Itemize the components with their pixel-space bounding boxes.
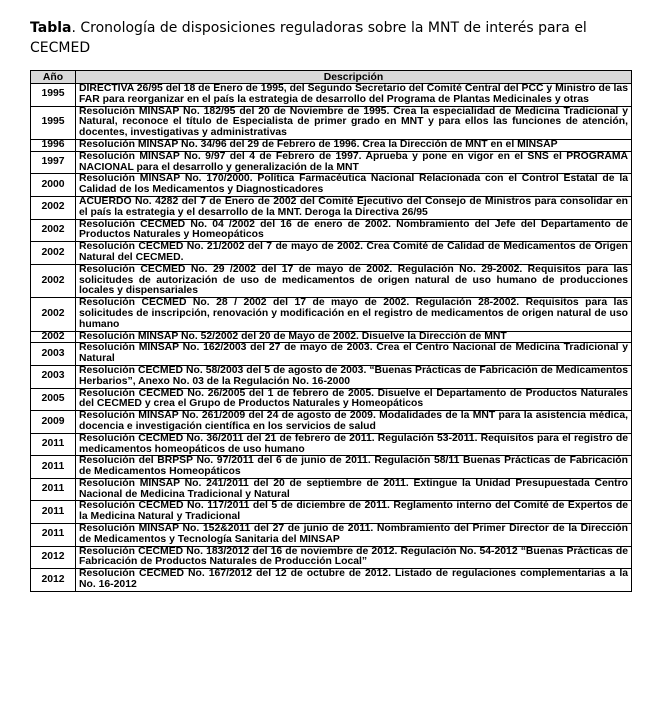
row-description: Resolución CECMED No. 117/2011 del 5 de diciembre de 2011. Reglamento interno del Comité de Expertos de la Medicina Natural y Tradicional [76, 501, 632, 524]
row-year: 2002 [31, 219, 76, 242]
row-year: 2012 [31, 546, 76, 569]
table-row [31, 411, 632, 434]
table-header-row [31, 71, 632, 84]
caption-label: Tabla [30, 20, 72, 36]
table-row [31, 139, 632, 151]
row-description: Resolución CECMED No. 58/2003 del 5 de agosto de 2003. “Buenas Prácticas de Fabricación de Medicamentos Herbarios”, Anexo No. 03 de la Regulación No. 16-2000 [76, 365, 632, 388]
row-description: Resolución MINSAP No. 34/96 del 29 de Febrero de 1996. Crea la Dirección de MNT en el MINSAP [76, 139, 632, 151]
row-year: 2002 [31, 331, 76, 343]
row-description: DIRECTIVA 26/95 del 18 de Enero de 1995, del Segundo Secretario del Comité Central del PCC y Ministro de las FAR para reorganizar en el país la estrategia de desarrollo del Programa de Plantas Medicinales y otras [76, 84, 632, 107]
table-row [31, 264, 632, 297]
row-year: 2002 [31, 298, 76, 331]
table-row [31, 84, 632, 107]
table-row [31, 331, 632, 343]
table-row [31, 524, 632, 547]
caption-text: . Cronología de disposiciones reguladoras sobre la MNT de interés para el CECMED [30, 20, 587, 56]
row-description: Resolución MINSAP No. 261/2009 del 24 de agosto de 2009. Modalidades de la MNT para la asistencia médica, docencia e investigación científica en los servicios de salud [76, 411, 632, 434]
table-row [31, 388, 632, 411]
row-year: 2003 [31, 365, 76, 388]
row-description: Resolución MINSAP No. 170/2000. Política Farmacéutica Nacional Relacionada con el Control Estatal de la Calidad de los Medicamentos y Diagnosticadores [76, 174, 632, 197]
table-row [31, 478, 632, 501]
row-year: 2002 [31, 264, 76, 297]
header-year: Año [31, 71, 76, 84]
row-year: 1995 [31, 106, 76, 139]
row-description: Resolución MINSAP No. 9/97 del 4 de Febrero de 1997. Aprueba y pone en vigor en el SNS el PROGRAMA NACIONAL para el desarrollo y generalización de la MNT [76, 151, 632, 174]
row-description: Resolución CECMED No. 26/2005 del 1 de febrero de 2005. Disuelve el Departamento de Productos Naturales del CECMED y crea el Grupo de Productos Naturales y Homeopáticos [76, 388, 632, 411]
table-body [31, 84, 632, 592]
row-description: Resolución CECMED No. 04 /2002 del 16 de enero de 2002. Nombramiento del Jefe del Departamento de Productos Naturales y Homeopáticos [76, 219, 632, 242]
table-row [31, 151, 632, 174]
row-year: 2011 [31, 433, 76, 456]
row-description: Resolución MINSAP No. 241/2011 del 20 de septiembre de 2011. Extingue la Unidad Presupuestada Centro Nacional de Medicina Tradicional y Natural [76, 478, 632, 501]
table-row [31, 501, 632, 524]
table-row [31, 174, 632, 197]
table-row [31, 365, 632, 388]
row-year: 2002 [31, 196, 76, 219]
row-year: 2003 [31, 343, 76, 366]
row-description: Resolución del BRPSP No. 97/2011 del 6 de junio de 2011. Regulación 58/11 Buenas Prácticas de Fabricación de Medicamentos Homeopáticos [76, 456, 632, 479]
table-row [31, 219, 632, 242]
row-description: Resolución MINSAP No. 182/95 del 20 de Noviembre de 1995. Crea la especialidad de Medicina Tradicional y Natural, reconoce el título de Especialista de primer grado en MNT y para ellos las funciones de atención, docentes, investigativas y administrativas [76, 106, 632, 139]
row-year: 2011 [31, 478, 76, 501]
row-year: 2000 [31, 174, 76, 197]
header-description: Descripción [76, 71, 632, 84]
row-year: 1997 [31, 151, 76, 174]
row-description: Resolución CECMED No. 28 / 2002 del 17 de mayo de 2002. Regulación 28-2002. Requisitos para las solicitudes de inscripción, renovación y modificación en el registro de medicamentos de origen natural de uso humano [76, 298, 632, 331]
table-row [31, 546, 632, 569]
row-year: 2012 [31, 569, 76, 592]
table-row [31, 106, 632, 139]
table-row [31, 242, 632, 265]
row-description: ACUERDO No. 4282 del 7 de Enero de 2002 del Comité Ejecutivo del Consejo de Ministros para consolidar en el país la estrategia y el desarrollo de la MNT. Deroga la Directiva 26/95 [76, 196, 632, 219]
table-row [31, 196, 632, 219]
row-description: Resolución CECMED No. 183/2012 del 16 de noviembre de 2012. Regulación No. 54-2012 “Buenas Prácticas de Fabricación de Productos Naturales de Producción Local” [76, 546, 632, 569]
regulations-table [30, 70, 632, 592]
table-row [31, 298, 632, 331]
row-description: Resolución MINSAP No. 52/2002 del 20 de Mayo de 2002. Disuelve la Dirección de MNT [76, 331, 632, 343]
row-year: 2011 [31, 501, 76, 524]
row-year: 2002 [31, 242, 76, 265]
table-caption [30, 18, 610, 58]
row-year: 1996 [31, 139, 76, 151]
row-description: Resolución CECMED No. 167/2012 del 12 de octubre de 2012. Listado de regulaciones complementarias a la No. 16-2012 [76, 569, 632, 592]
row-year: 2011 [31, 456, 76, 479]
row-year: 1995 [31, 84, 76, 107]
row-description: Resolución CECMED No. 21/2002 del 7 de mayo de 2002. Crea Comité de Calidad de Medicamentos de Origen Natural del CECMED. [76, 242, 632, 265]
row-description: Resolución CECMED No. 29 /2002 del 17 de mayo de 2002. Regulación No. 29-2002. Requisitos para las solicitudes de autorización de uso de medicamentos de origen natural de uso humano de producciones locales y dispensariales [76, 264, 632, 297]
row-year: 2005 [31, 388, 76, 411]
table-row [31, 343, 632, 366]
table-row [31, 569, 632, 592]
row-description: Resolución MINSAP No. 162/2003 del 27 de mayo de 2003. Crea el Centro Nacional de Medicina Tradicional y Natural [76, 343, 632, 366]
row-description: Resolución MINSAP No. 152&2011 del 27 de junio de 2011. Nombramiento del Primer Director de la Dirección de Medicamentos y Tecnología Sanitaria del MINSAP [76, 524, 632, 547]
row-description: Resolución CECMED No. 36/2011 del 21 de febrero de 2011. Regulación 53-2011. Requisitos para el registro de medicamentos homeopáticos de uso humano [76, 433, 632, 456]
row-year: 2011 [31, 524, 76, 547]
row-year: 2009 [31, 411, 76, 434]
table-row [31, 433, 632, 456]
table-row [31, 456, 632, 479]
